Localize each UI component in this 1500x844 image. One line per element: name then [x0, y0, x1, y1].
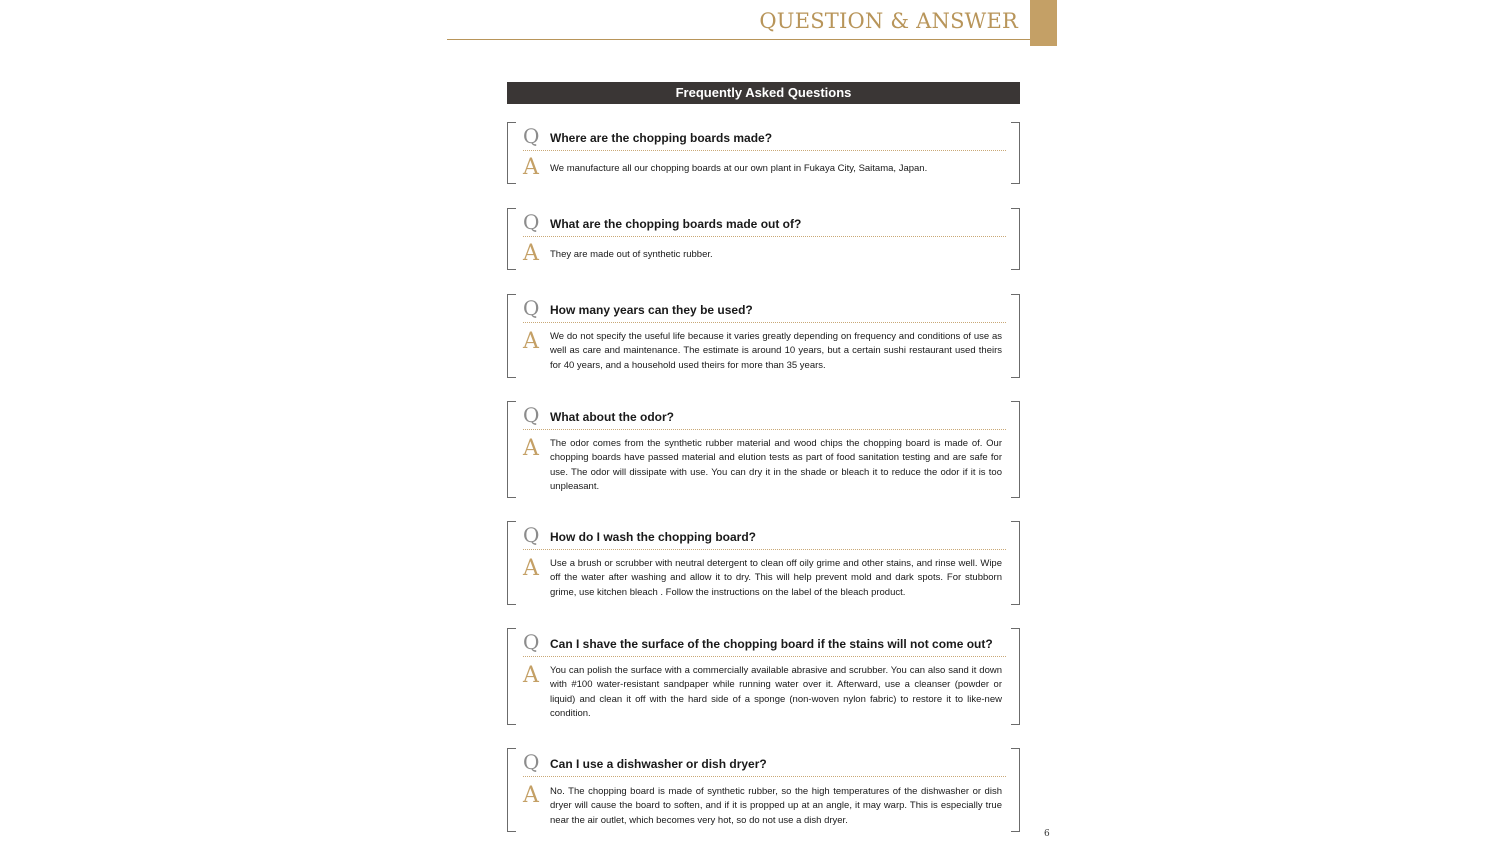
question-row: [523, 212, 1006, 237]
bracket-left: [507, 748, 516, 832]
answer-text: The odor comes from the synthetic rubber material and wood chips the chopping board is made of. Our chopping boards have passed material and elution tests as part of food sanitation testing and are safe for use. The odor will dissipate with use. You can dry it in the shade or bleach it to reduce the odor if it is too unpleasant.: [550, 438, 1002, 493]
bracket-left: [507, 122, 516, 184]
faq-item: [507, 208, 1020, 270]
q-marker: Q: [523, 296, 540, 320]
question-text: Can I use a dishwasher or dish dryer?: [550, 757, 767, 771]
question-row: [523, 632, 1006, 657]
bracket-right: [1011, 122, 1020, 184]
answer-text: Use a brush or scrubber with neutral detergent to clean off oily grime and other stains, and rinse well. Wipe off the water after washing and allow it to dry. This will help prevent mold and dark spots. For stubborn grime, use kitchen bleach . Follow the instructions on the label of the bleach product.: [550, 558, 1002, 598]
a-marker: A: [523, 663, 539, 688]
faq-item: [507, 628, 1020, 725]
a-marker: A: [523, 155, 539, 180]
a-marker: A: [523, 556, 539, 581]
q-marker: Q: [523, 210, 540, 234]
a-marker: A: [523, 241, 539, 266]
question-text: Can I shave the surface of the chopping board if the stains will not come out?: [550, 637, 993, 651]
q-marker: Q: [523, 403, 540, 427]
question-text: How many years can they be used?: [550, 303, 753, 317]
q-marker: Q: [523, 750, 540, 774]
q-marker: Q: [523, 523, 540, 547]
bracket-left: [507, 628, 516, 725]
a-marker: A: [523, 329, 539, 354]
bracket-left: [507, 401, 516, 498]
answer-text: We do not specify the useful life because it varies greatly depending on frequency and conditions of use as well as care and maintenance. The estimate is around 10 years, but a certain sushi restaurant used theirs for 40 years, and a household used theirs for more than 35 years.: [550, 331, 1002, 371]
header-tab-decoration: [1030, 0, 1057, 46]
a-marker: A: [523, 436, 539, 461]
bracket-right: [1011, 294, 1020, 378]
bracket-right: [1011, 748, 1020, 832]
bracket-left: [507, 521, 516, 605]
page-title: QUESTION & ANSWER: [759, 9, 1018, 33]
header-rule: [447, 39, 1030, 40]
answer-text: We manufacture all our chopping boards at our own plant in Fukaya City, Saitama, Japan.: [550, 163, 928, 174]
bracket-left: [507, 294, 516, 378]
question-row: [523, 525, 1006, 550]
a-marker: A: [523, 783, 539, 808]
answer-text: They are made out of synthetic rubber.: [550, 249, 713, 260]
question-text: How do I wash the chopping board?: [550, 530, 756, 544]
q-marker: Q: [523, 124, 540, 148]
faq-item: [507, 122, 1020, 184]
bracket-left: [507, 208, 516, 270]
faq-title-bar: Frequently Asked Questions: [507, 82, 1020, 104]
faq-item: [507, 748, 1020, 832]
bracket-right: [1011, 521, 1020, 605]
question-text: What about the odor?: [550, 410, 674, 424]
faq-item: [507, 521, 1020, 605]
faq-item: [507, 401, 1020, 498]
answer-text: No. The chopping board is made of synthetic rubber, so the high temperatures of the dishwasher or dish dryer will cause the board to soften, and if it is propped up at an angle, it may warp. This is especially true near the air outlet, which becomes very hot, so do not use a dish dryer.: [550, 786, 1002, 826]
question-text: What are the chopping boards made out of?: [550, 217, 802, 231]
question-text: Where are the chopping boards made?: [550, 131, 773, 145]
answer-text: You can polish the surface with a commercially available abrasive and scrubber. You can also sand it down with #100 water-resistant sandpaper while running water over it. Afterward, use a cleanser (powder or liquid) and clean it off with the hard side of a sponge (non-woven nylon fabric) to restore it to like-new condition.: [550, 665, 1002, 720]
bracket-right: [1011, 401, 1020, 498]
page-number: 6: [1044, 829, 1050, 839]
bracket-right: [1011, 628, 1020, 725]
question-row: [523, 752, 1006, 777]
faq-item: [507, 294, 1020, 378]
q-marker: Q: [523, 630, 540, 654]
bracket-right: [1011, 208, 1020, 270]
question-row: [523, 405, 1006, 430]
question-row: [523, 126, 1006, 151]
question-row: [523, 298, 1006, 323]
